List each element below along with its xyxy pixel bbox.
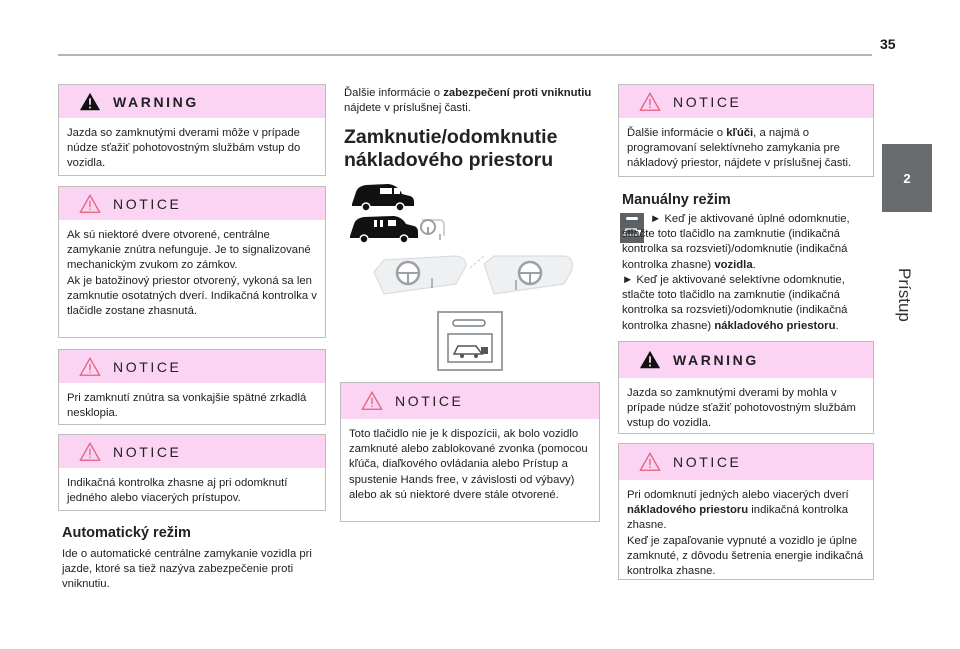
notice-title: NOTICE <box>113 195 182 212</box>
auto-mode-title: Automatický režim <box>62 525 191 541</box>
notice-header <box>59 435 325 468</box>
notice-l1-end: indikačná kontrolka zhasne. <box>627 504 849 532</box>
notice-header <box>59 187 325 220</box>
warning-title: WARNING <box>113 93 199 110</box>
van-icon <box>350 216 418 243</box>
manual-p1-end: . <box>752 258 756 271</box>
notice-text-2: Ak je batožinový priestor otvorený, vykoná sa len zamknutie osotatných dverí. Indikačná kontrolka v tlačidle zostane zhasnutá. <box>67 274 317 318</box>
notice-title: NOTICE <box>113 358 182 375</box>
notice-text <box>627 126 865 172</box>
warning-text: Jazda so zamknutými dverami môže v prípade núdze sťažiť pohotovostným službám vstup do vozidla. <box>67 127 301 170</box>
notice-text-1: Ak sú niektoré dvere otvorené, centrálne zamykanie znútra nefunguje. Je to signalizované mechanickým zvukom zo zámkov. <box>67 229 311 272</box>
chapter-number: 2 <box>903 170 911 186</box>
notice-box-6 <box>618 443 874 580</box>
manual-p1-bold: vozidla <box>714 258 753 271</box>
notice-title: NOTICE <box>673 93 742 110</box>
section-title-line-2: nákladového priestoru <box>344 149 554 171</box>
warning-triangle-icon <box>79 91 101 113</box>
notice-text-1 <box>627 488 865 534</box>
section-title <box>344 126 557 172</box>
notice-text-2: Keď je zapaľovanie vypnuté a vozidlo je úplne zamknuté, z dôvodu šetrenia energie indikačná kontrolka zhasne. <box>627 534 864 578</box>
manual-mode-title: Manuálny režim <box>622 192 731 208</box>
manual-mode-paragraph-2 <box>622 273 872 334</box>
manual-mode-paragraph-1 <box>622 212 872 273</box>
notice-post: , a najmä o programovaní selektívneho zamykania pre nákladový priestor, nájdete v príslušnej časti. <box>627 127 852 170</box>
notice-header <box>59 350 325 383</box>
intro-post: nájdete v príslušnej časti. <box>344 102 471 115</box>
manual-p2-end: . <box>835 319 839 332</box>
notice-bold: kľúči <box>726 127 754 139</box>
notice-header <box>619 85 873 118</box>
notice-triangle-icon <box>361 390 383 412</box>
notice-l1: Pri odomknutí jedných alebo viacerých dverí <box>627 489 849 501</box>
notice-triangle-icon <box>79 193 101 215</box>
divider-line <box>470 256 484 268</box>
van-icon <box>352 184 414 211</box>
manual-p2-text: ► Keď je aktivované selektívne odomknutie, stlačte toto tlačidlo na zamknutie (indikačná kontrolka sa rozsvieti)/odomknutie (indikačná kontrolka zhasne) <box>622 274 848 332</box>
notice-title: NOTICE <box>113 443 182 460</box>
notice-triangle-icon <box>639 91 661 113</box>
warning-box-1 <box>58 84 326 176</box>
intro-pre: Ďalšie informácie o <box>344 87 444 99</box>
chapter-label: Prístup <box>895 268 914 322</box>
manual-p2-bold: nákladového priestoru <box>714 319 836 332</box>
notice-text: Pri zamknutí znútra sa vonkajšie spätné zrkadlá nesklopia. <box>67 392 307 420</box>
warning-header <box>59 85 325 118</box>
intro-bold: zabezpečení proti vniknutiu <box>443 87 592 99</box>
intro-paragraph <box>344 86 600 116</box>
lock-button-icon <box>438 312 502 370</box>
warning-box-2 <box>618 341 874 434</box>
notice-text: Toto tlačidlo nie je k dispozícii, ak bolo vozidlo zamknuté alebo zablokované zvonka (pomocou kľúča, diaľkového ovládania alebo Prístup a spustenie Hands free, v závislosti od výbavy) alebo ak sú niektoré dvere stále otvorené. <box>349 428 588 501</box>
dashboard-view-right <box>484 256 572 294</box>
notice-header <box>619 444 873 480</box>
notice-triangle-icon <box>79 441 101 463</box>
notice-box-5 <box>618 84 874 177</box>
notice-text: Indikačná kontrolka zhasne aj pri odomknutí jedného alebo viacerých prístupov. <box>67 477 288 505</box>
chapter-label-area <box>882 220 932 322</box>
notice-pre: Ďalšie informácie o <box>627 127 727 139</box>
warning-text: Jazda so zamknutými dverami by mohla v prípade núdze sťažiť pohotovostným službám vstup do vozidla. <box>627 387 856 430</box>
warning-triangle-icon <box>639 349 661 371</box>
notice-box-1 <box>58 186 326 338</box>
notice-title: NOTICE <box>395 393 464 409</box>
auto-mode-text: Ide o automatické centrálne zamykanie vozidla pri jazde, ktoré sa tiež nazýva zabezpečenie proti vniknutiu. <box>62 548 312 591</box>
dashboard-view-left <box>374 256 466 294</box>
page-number: 35 <box>880 36 896 52</box>
steering-wheel-icon <box>421 220 444 240</box>
notice-header <box>341 383 599 419</box>
notice-title: NOTICE <box>673 454 742 470</box>
chapter-tab[interactable] <box>882 144 932 212</box>
notice-box-3 <box>58 434 326 511</box>
warning-title: WARNING <box>673 352 759 368</box>
notice-box-2 <box>58 349 326 425</box>
header-rule <box>58 54 872 56</box>
notice-triangle-icon <box>79 356 101 378</box>
section-title-line-1: Zamknutie/odomknutie <box>344 126 558 148</box>
manual-p1-text: ► Keď je aktivované úplné odomknutie, stlačte toto tlačidlo na zamknutie (indikačná kontrolka sa rozsvieti)/odomknutie (indikačná kontrolka zhasne) <box>622 213 850 271</box>
warning-header <box>619 342 873 378</box>
notice-l1-bold: nákladového priestoru <box>627 504 749 517</box>
cargo-lock-illustration <box>344 176 594 376</box>
notice-triangle-icon <box>639 451 661 473</box>
notice-box-4 <box>340 382 600 522</box>
